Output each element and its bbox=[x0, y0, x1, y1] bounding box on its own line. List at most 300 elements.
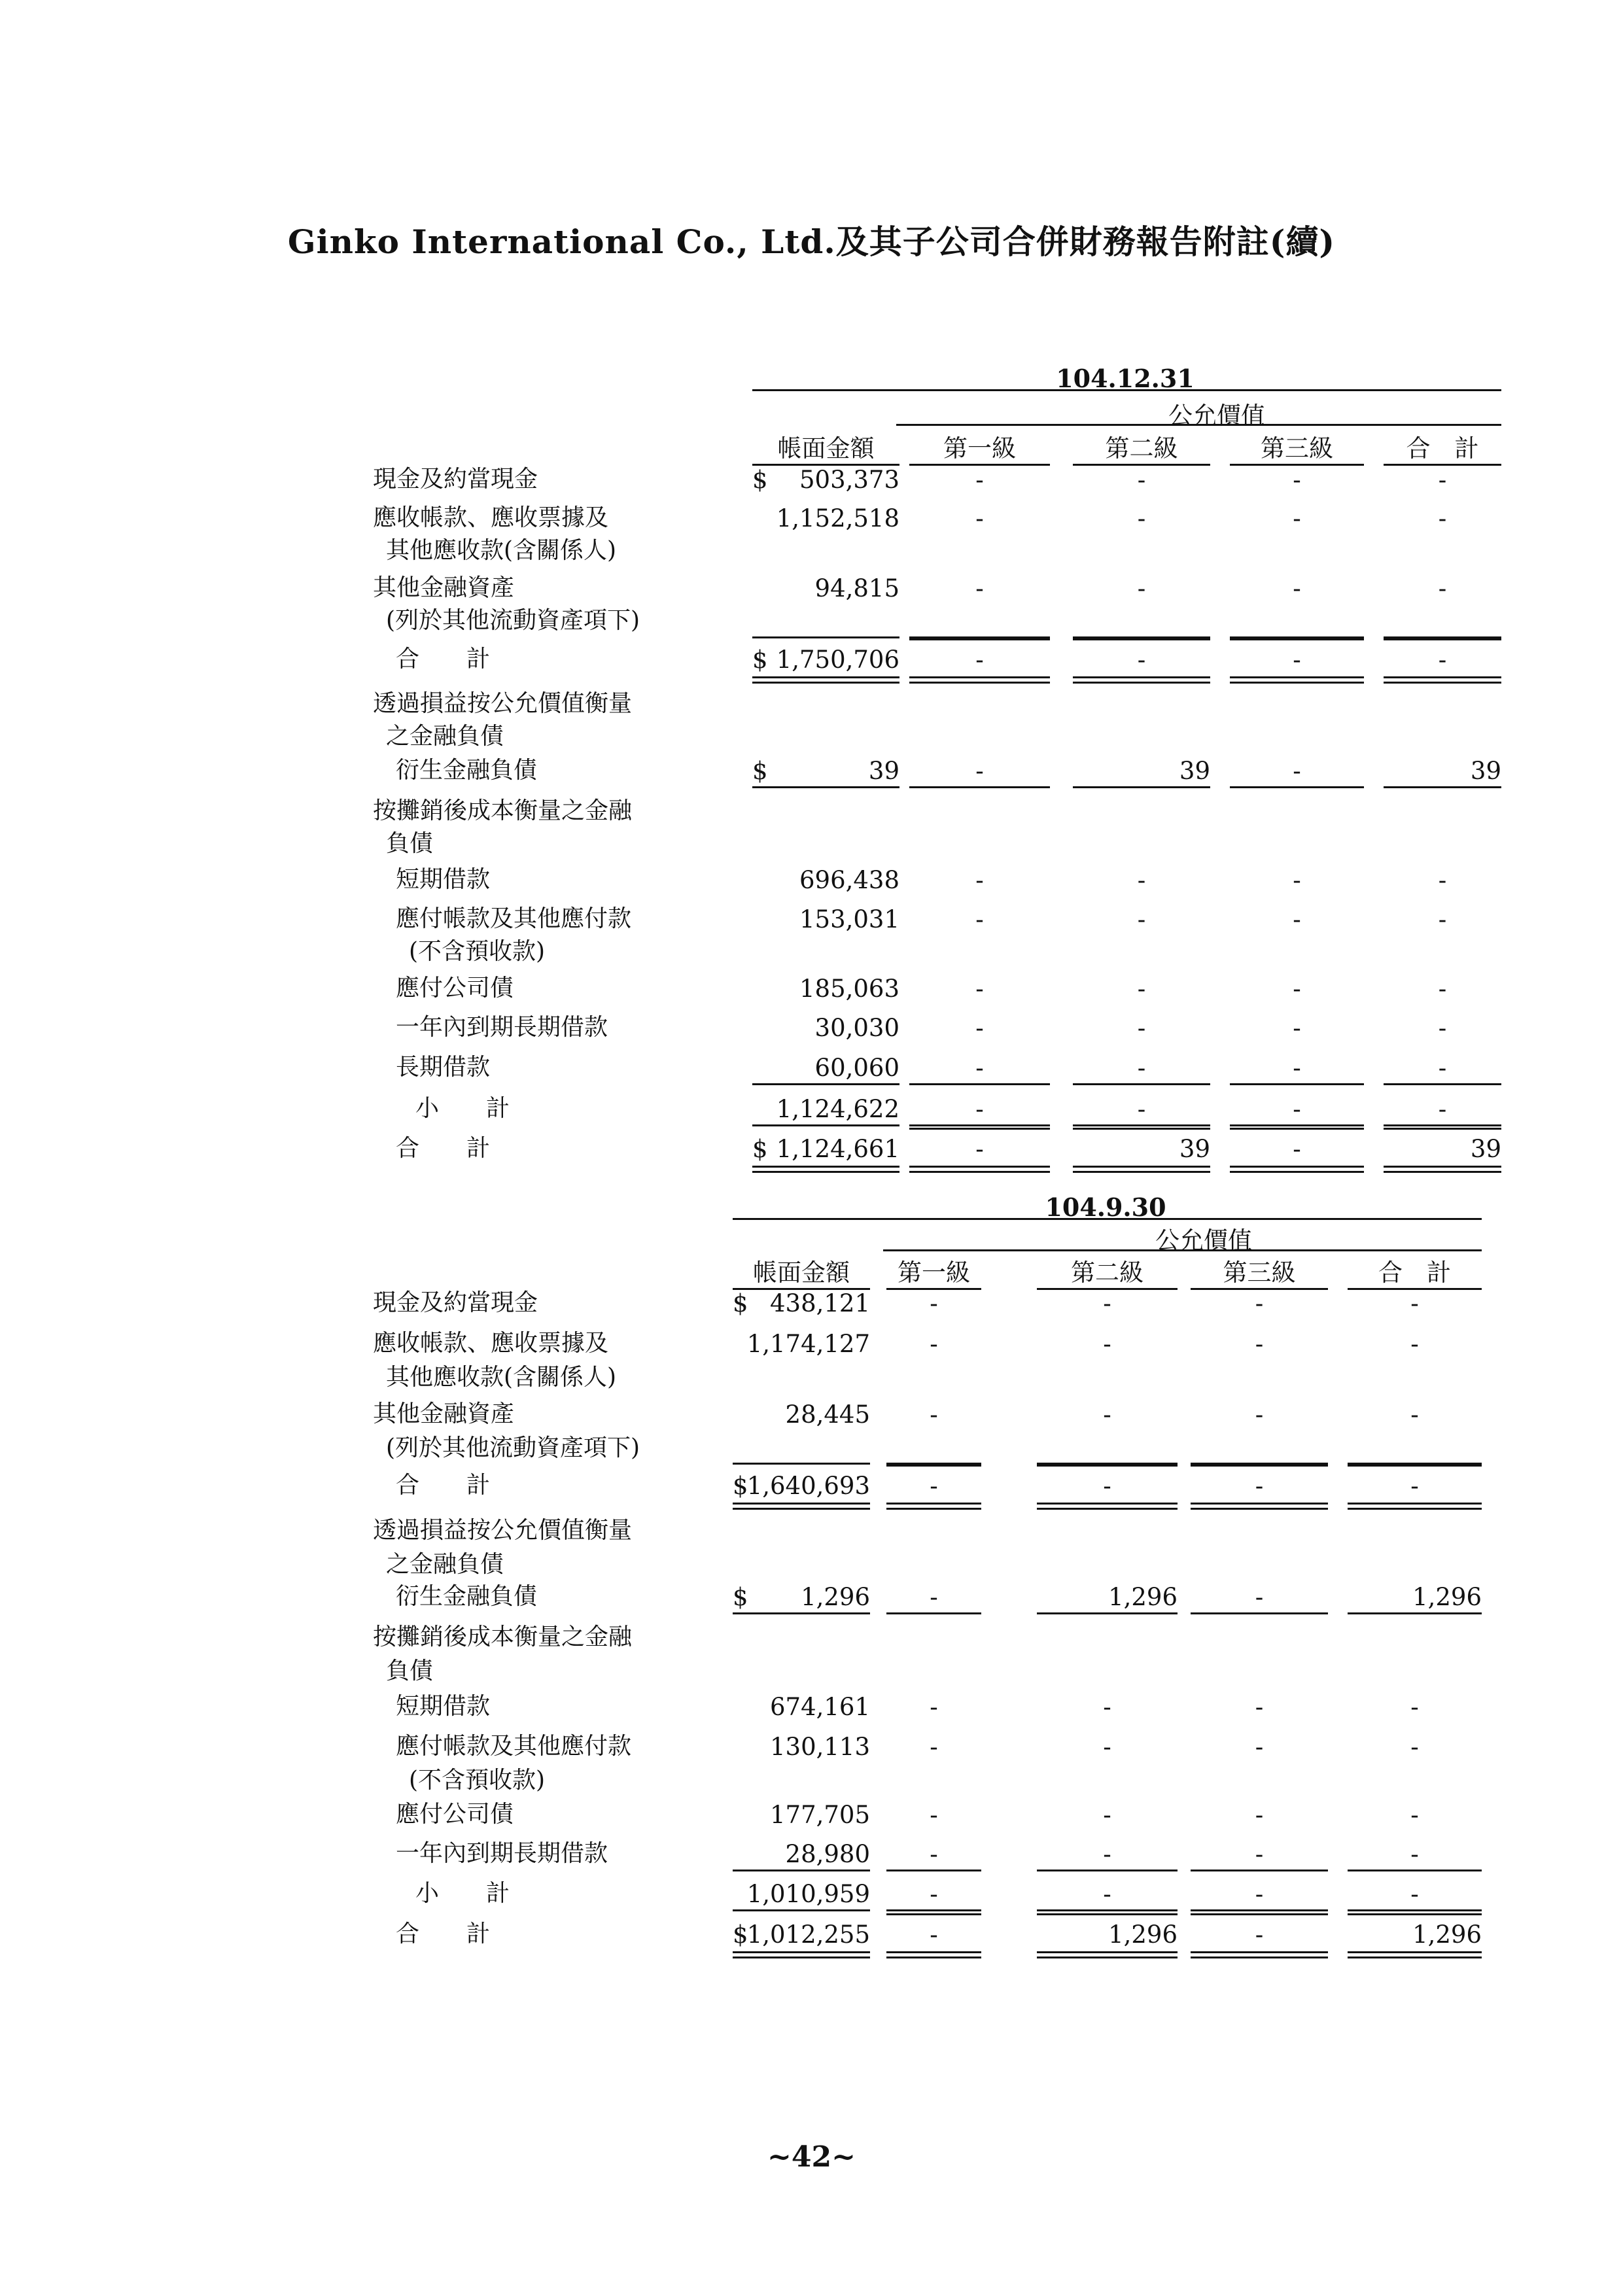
cell-value: - bbox=[930, 1921, 938, 1949]
row-label: 其他金融資產 bbox=[373, 574, 515, 601]
single-underline bbox=[1191, 1612, 1328, 1614]
fair-value-cell bbox=[909, 1016, 1050, 1055]
cell-value: - bbox=[1255, 1472, 1264, 1500]
cell-value: 1,296 bbox=[1412, 1921, 1482, 1949]
row-label: 短期借款 bbox=[396, 1693, 491, 1720]
row-label: 一年內到期長期借款 bbox=[396, 1014, 608, 1041]
fair-value-cell bbox=[1073, 576, 1210, 616]
cell-value: - bbox=[975, 574, 984, 602]
carrying-amount-cell bbox=[733, 1291, 870, 1331]
fair-value-cell bbox=[1348, 1882, 1482, 1921]
cell-value: - bbox=[1103, 1840, 1111, 1868]
double-underline-top bbox=[1037, 1503, 1178, 1505]
cell-value: - bbox=[1438, 975, 1447, 1003]
double-underline-top bbox=[733, 1951, 870, 1953]
fair-value-cell bbox=[886, 1922, 981, 1962]
cell-value: - bbox=[1293, 757, 1301, 785]
dollar-sign: $ bbox=[752, 646, 768, 674]
double-underline-bottom bbox=[1230, 682, 1364, 684]
cell-value: - bbox=[930, 1880, 938, 1908]
fair-value-cell bbox=[1037, 1474, 1178, 1513]
column-header: 第三級 bbox=[1223, 1259, 1296, 1287]
cell-value: - bbox=[1438, 646, 1447, 674]
cell-value: - bbox=[1255, 1801, 1264, 1829]
fair-value-cell bbox=[1037, 1882, 1178, 1921]
cell-value: - bbox=[1410, 1880, 1419, 1908]
single-underline bbox=[752, 786, 899, 788]
cell-value: 39 bbox=[1470, 757, 1501, 785]
single-underline bbox=[1384, 786, 1501, 788]
double-underline-top bbox=[1073, 1166, 1210, 1168]
single-underline bbox=[733, 1909, 870, 1911]
fair-value-cell bbox=[1384, 907, 1501, 947]
fair-value-cell bbox=[1230, 907, 1364, 947]
fair-value-cell bbox=[1037, 1585, 1178, 1624]
carrying-amount-cell bbox=[733, 1922, 870, 1962]
cell-value: - bbox=[1293, 504, 1301, 532]
cell-value: - bbox=[1103, 1880, 1111, 1908]
single-underline bbox=[1191, 1913, 1328, 1915]
row-label: 合 計 bbox=[396, 646, 491, 672]
single-underline bbox=[909, 1083, 1050, 1085]
fair-value-cell bbox=[1191, 1402, 1328, 1442]
fair-value-cell bbox=[1073, 468, 1210, 507]
cell-value: - bbox=[1438, 866, 1447, 894]
cell-value: - bbox=[1255, 1733, 1264, 1761]
cell-value: - bbox=[975, 757, 984, 785]
fair-value-cell bbox=[1037, 1291, 1178, 1331]
fair-value-cell bbox=[1384, 759, 1501, 798]
row-label: 合 計 bbox=[396, 1472, 491, 1499]
fair-value-cell bbox=[1037, 1735, 1178, 1774]
single-underline bbox=[1037, 1465, 1178, 1467]
row-label: (不含預收款) bbox=[409, 938, 546, 965]
carrying-amount-cell bbox=[733, 1803, 870, 1842]
single-underline bbox=[752, 636, 899, 638]
fair-value-cell bbox=[1230, 1097, 1364, 1136]
cell-value: 1,640,693 bbox=[746, 1472, 870, 1500]
cell-value: - bbox=[1137, 574, 1146, 602]
cell-value: - bbox=[1438, 504, 1447, 532]
fair-value-cell bbox=[909, 759, 1050, 798]
cell-value: - bbox=[1410, 1330, 1419, 1358]
cell-value: - bbox=[1410, 1400, 1419, 1429]
row-label: 應收帳款、應收票據及 bbox=[373, 504, 609, 531]
double-underline-top bbox=[752, 676, 899, 678]
cell-value: - bbox=[1410, 1840, 1419, 1868]
single-underline bbox=[909, 786, 1050, 788]
cell-value: - bbox=[1438, 466, 1447, 494]
fair-value-cell bbox=[909, 468, 1050, 507]
carrying-amount-cell bbox=[752, 759, 899, 798]
row-label: 應付公司債 bbox=[396, 1801, 514, 1828]
row-label: 一年內到期長期借款 bbox=[396, 1840, 608, 1867]
column-header: 帳面金額 bbox=[777, 434, 875, 462]
cell-value: 39 bbox=[1470, 1135, 1501, 1163]
cell-value: - bbox=[1255, 1693, 1264, 1721]
cell-value: 30,030 bbox=[814, 1014, 899, 1042]
fair-value-cell bbox=[1348, 1402, 1482, 1442]
fair-value-cell bbox=[1073, 868, 1210, 907]
carrying-amount-cell bbox=[733, 1332, 870, 1371]
cell-value: - bbox=[1103, 1400, 1111, 1429]
fair-value-cell bbox=[1230, 868, 1364, 907]
double-underline-bottom bbox=[1384, 682, 1501, 684]
column-header: 第三級 bbox=[1261, 434, 1333, 462]
carrying-amount-cell bbox=[733, 1585, 870, 1624]
fair-value-cell bbox=[1348, 1922, 1482, 1962]
row-label: 負債 bbox=[386, 1658, 434, 1684]
date-rule bbox=[733, 1218, 1482, 1220]
carrying-amount-cell bbox=[752, 907, 899, 947]
fair-value-cell bbox=[909, 977, 1050, 1016]
double-underline-bottom bbox=[733, 1957, 870, 1958]
cell-value: - bbox=[1255, 1880, 1264, 1908]
cell-value: 185,063 bbox=[799, 975, 899, 1003]
cell-value: 1,296 bbox=[1108, 1921, 1178, 1949]
single-underline bbox=[886, 1909, 981, 1911]
fair-value-cell bbox=[1230, 468, 1364, 507]
fair-value-cell bbox=[1384, 506, 1501, 546]
column-header: 第二級 bbox=[1071, 1259, 1143, 1287]
double-underline-top bbox=[1037, 1951, 1178, 1953]
single-underline bbox=[909, 638, 1050, 640]
cell-value: - bbox=[1293, 574, 1301, 602]
cell-value: - bbox=[1255, 1583, 1264, 1611]
cell-value: - bbox=[975, 466, 984, 494]
double-underline-top bbox=[886, 1503, 981, 1505]
double-underline-bottom bbox=[1191, 1508, 1328, 1510]
carrying-amount-cell bbox=[752, 468, 899, 507]
table-date: 104.9.30 bbox=[1045, 1192, 1166, 1222]
cell-value: - bbox=[1293, 466, 1301, 494]
single-underline bbox=[1073, 786, 1210, 788]
fair-value-cell bbox=[1348, 1695, 1482, 1734]
fair-value-cell bbox=[886, 1695, 981, 1734]
row-label: 小 計 bbox=[415, 1095, 510, 1122]
column-header: 合 計 bbox=[1406, 434, 1479, 462]
fair-value-cell bbox=[909, 576, 1050, 616]
cell-value: - bbox=[1410, 1801, 1419, 1829]
cell-value: - bbox=[975, 504, 984, 532]
cell-value: - bbox=[975, 866, 984, 894]
fair-value-cell bbox=[1230, 1016, 1364, 1055]
fair-value-cell bbox=[1073, 907, 1210, 947]
fair-value-heading: 公允價值 bbox=[1155, 1226, 1252, 1255]
cell-value: - bbox=[975, 646, 984, 674]
cell-value: 94,815 bbox=[814, 574, 899, 602]
fair-value-cell bbox=[1191, 1291, 1328, 1331]
cell-value: - bbox=[1103, 1733, 1111, 1761]
fair-value-cell bbox=[1073, 1137, 1210, 1176]
cell-value: - bbox=[1410, 1693, 1419, 1721]
fair-value-cell bbox=[1191, 1332, 1328, 1371]
cell-value: 1,296 bbox=[1108, 1583, 1178, 1611]
page-title: Ginko International Co., Ltd.及其子公司合併財務報告附註(續) bbox=[287, 222, 1336, 261]
cell-value: - bbox=[975, 1135, 984, 1163]
fair-value-cell bbox=[1037, 1402, 1178, 1442]
single-underline bbox=[1348, 1909, 1482, 1911]
fair-value-cell bbox=[1384, 468, 1501, 507]
cell-value: - bbox=[1137, 1054, 1146, 1082]
cell-value: - bbox=[1103, 1330, 1111, 1358]
carrying-amount-cell bbox=[733, 1735, 870, 1774]
cell-value: - bbox=[1438, 1054, 1447, 1082]
single-underline bbox=[733, 1612, 870, 1614]
fair-value-cell bbox=[1384, 977, 1501, 1016]
carrying-amount-cell bbox=[752, 1137, 899, 1176]
cell-value: - bbox=[1255, 1921, 1264, 1949]
fair-value-rule bbox=[896, 424, 1501, 426]
cell-value: 39 bbox=[868, 757, 899, 785]
carrying-amount-cell bbox=[733, 1882, 870, 1921]
double-underline-top bbox=[1348, 1951, 1482, 1953]
double-underline-bottom bbox=[752, 1171, 899, 1173]
row-label: 其他金融資產 bbox=[373, 1400, 515, 1427]
single-underline bbox=[1384, 638, 1501, 640]
single-underline bbox=[1348, 1465, 1482, 1467]
single-underline bbox=[909, 1124, 1050, 1126]
fair-value-cell bbox=[1230, 506, 1364, 546]
double-underline-top bbox=[1191, 1951, 1328, 1953]
fair-value-cell bbox=[1191, 1842, 1328, 1881]
cell-value: 696,438 bbox=[799, 866, 899, 894]
fair-value-cell bbox=[1073, 648, 1210, 687]
single-underline bbox=[886, 1465, 981, 1467]
fair-value-cell bbox=[1073, 759, 1210, 798]
single-underline bbox=[733, 1463, 870, 1465]
cell-value: - bbox=[975, 1054, 984, 1082]
row-label: 其他應收款(含關係人) bbox=[386, 537, 617, 564]
fair-value-cell bbox=[1037, 1842, 1178, 1881]
row-label: 之金融負債 bbox=[386, 723, 504, 750]
single-underline bbox=[1348, 1870, 1482, 1871]
single-underline bbox=[733, 1870, 870, 1871]
carrying-amount-cell bbox=[752, 868, 899, 907]
row-label: 長期借款 bbox=[396, 1054, 491, 1081]
double-underline-bottom bbox=[733, 1508, 870, 1510]
cell-value: 1,296 bbox=[1412, 1583, 1482, 1611]
cell-value: - bbox=[1293, 646, 1301, 674]
double-underline-top bbox=[1384, 1166, 1501, 1168]
cell-value: - bbox=[975, 975, 984, 1003]
fair-value-cell bbox=[1037, 1332, 1178, 1371]
row-label: (列於其他流動資產項下) bbox=[386, 1435, 640, 1461]
single-underline bbox=[1191, 1909, 1328, 1911]
row-label: 衍生金融負債 bbox=[396, 1583, 538, 1610]
cell-value: - bbox=[1137, 1095, 1146, 1123]
cell-value: 1,010,959 bbox=[746, 1880, 870, 1908]
fair-value-heading: 公允價值 bbox=[1168, 402, 1265, 430]
cell-value: - bbox=[1103, 1693, 1111, 1721]
cell-value: 1,152,518 bbox=[776, 504, 899, 532]
cell-value: - bbox=[930, 1289, 938, 1317]
fair-value-cell bbox=[1037, 1695, 1178, 1734]
fair-value-cell bbox=[886, 1735, 981, 1774]
carrying-amount-cell bbox=[733, 1695, 870, 1734]
row-label: 負債 bbox=[386, 830, 434, 857]
cell-value: - bbox=[1255, 1330, 1264, 1358]
cell-value: - bbox=[1438, 1095, 1447, 1123]
cell-value: 1,012,255 bbox=[746, 1921, 870, 1949]
fair-value-cell bbox=[886, 1882, 981, 1921]
fair-value-cell bbox=[1384, 648, 1501, 687]
fair-value-cell bbox=[1191, 1882, 1328, 1921]
cell-value: 177,705 bbox=[769, 1801, 870, 1829]
fair-value-cell bbox=[909, 1137, 1050, 1176]
cell-value: - bbox=[930, 1801, 938, 1829]
cell-value: - bbox=[1410, 1733, 1419, 1761]
row-label: 應付公司債 bbox=[396, 975, 514, 1001]
cell-value: - bbox=[1255, 1400, 1264, 1429]
row-label: (不含預收款) bbox=[409, 1767, 546, 1794]
carrying-amount-cell bbox=[733, 1842, 870, 1881]
double-underline-top bbox=[1384, 676, 1501, 678]
fair-value-cell bbox=[1191, 1735, 1328, 1774]
single-underline bbox=[1037, 1913, 1178, 1915]
cell-value: - bbox=[1255, 1840, 1264, 1868]
fair-value-cell bbox=[1348, 1332, 1482, 1371]
fair-value-cell bbox=[1384, 1137, 1501, 1176]
fair-value-cell bbox=[886, 1402, 981, 1442]
single-underline bbox=[1191, 1465, 1328, 1467]
carrying-amount-cell bbox=[733, 1474, 870, 1513]
fair-value-cell bbox=[909, 1097, 1050, 1136]
fair-value-cell bbox=[1384, 1016, 1501, 1055]
fair-value-cell bbox=[1348, 1842, 1482, 1881]
row-label: 按攤銷後成本衡量之金融 bbox=[373, 797, 633, 824]
column-header: 第二級 bbox=[1105, 434, 1178, 462]
single-underline bbox=[1037, 1909, 1178, 1911]
row-label: 透過損益按公允價值衡量 bbox=[373, 1517, 633, 1544]
cell-value: - bbox=[1137, 975, 1146, 1003]
cell-value: - bbox=[975, 1095, 984, 1123]
cell-value: - bbox=[1438, 905, 1447, 933]
row-label: 透過損益按公允價值衡量 bbox=[373, 690, 633, 717]
cell-value: - bbox=[1293, 1054, 1301, 1082]
cell-value: - bbox=[1293, 975, 1301, 1003]
single-underline bbox=[1230, 786, 1364, 788]
cell-value: - bbox=[1293, 866, 1301, 894]
cell-value: 438,121 bbox=[769, 1289, 870, 1317]
cell-value: - bbox=[1137, 504, 1146, 532]
fair-value-cell bbox=[1073, 506, 1210, 546]
double-underline-bottom bbox=[1348, 1957, 1482, 1958]
dollar-sign: $ bbox=[733, 1583, 748, 1611]
single-underline bbox=[1384, 1124, 1501, 1126]
cell-value: 153,031 bbox=[799, 905, 899, 933]
fair-value-cell bbox=[909, 1056, 1050, 1095]
cell-value: - bbox=[1137, 646, 1146, 674]
cell-value: - bbox=[1293, 1095, 1301, 1123]
fair-value-cell bbox=[1191, 1803, 1328, 1842]
fair-value-cell bbox=[1348, 1803, 1482, 1842]
fair-value-cell bbox=[1037, 1922, 1178, 1962]
cell-value: 39 bbox=[1179, 757, 1210, 785]
fair-value-cell bbox=[886, 1474, 981, 1513]
carrying-amount-cell bbox=[752, 1097, 899, 1136]
single-underline bbox=[1191, 1870, 1328, 1871]
single-underline bbox=[909, 1128, 1050, 1130]
carrying-amount-cell bbox=[752, 1016, 899, 1055]
double-underline-bottom bbox=[1230, 1171, 1364, 1173]
double-underline-bottom bbox=[1037, 1957, 1178, 1958]
double-underline-top bbox=[1191, 1503, 1328, 1505]
double-underline-bottom bbox=[1191, 1957, 1328, 1958]
single-underline bbox=[1073, 1128, 1210, 1130]
fair-value-cell bbox=[1348, 1291, 1482, 1331]
cell-value: - bbox=[1103, 1801, 1111, 1829]
fair-value-cell bbox=[1384, 1097, 1501, 1136]
cell-value: - bbox=[975, 905, 984, 933]
fair-value-cell bbox=[886, 1842, 981, 1881]
carrying-amount-cell bbox=[752, 576, 899, 616]
page-number: ~42~ bbox=[767, 2140, 856, 2174]
fair-value-rule bbox=[883, 1249, 1482, 1251]
single-underline bbox=[752, 1124, 899, 1126]
cell-value: - bbox=[1438, 574, 1447, 602]
cell-value: - bbox=[1293, 1014, 1301, 1042]
single-underline bbox=[1037, 1870, 1178, 1871]
double-underline-top bbox=[1348, 1503, 1482, 1505]
fair-value-cell bbox=[1191, 1695, 1328, 1734]
single-underline bbox=[1384, 1128, 1501, 1130]
row-label: 現金及約當現金 bbox=[373, 466, 538, 493]
cell-value: - bbox=[1137, 466, 1146, 494]
cell-value: - bbox=[1293, 905, 1301, 933]
cell-value: 1,750,706 bbox=[776, 646, 899, 674]
row-label: 其他應收款(含關係人) bbox=[386, 1364, 617, 1391]
row-label: 小 計 bbox=[415, 1880, 510, 1907]
double-underline-bottom bbox=[1384, 1171, 1501, 1173]
date-rule bbox=[752, 389, 1501, 391]
single-underline bbox=[1348, 1612, 1482, 1614]
cell-value: - bbox=[1293, 1135, 1301, 1163]
fair-value-cell bbox=[1230, 977, 1364, 1016]
fair-value-cell bbox=[1230, 1056, 1364, 1095]
cell-value: - bbox=[1137, 1014, 1146, 1042]
single-underline bbox=[886, 1913, 981, 1915]
carrying-amount-cell bbox=[733, 1402, 870, 1442]
cell-value: 503,373 bbox=[799, 466, 899, 494]
fair-value-cell bbox=[1191, 1585, 1328, 1624]
fair-value-cell bbox=[909, 648, 1050, 687]
column-header: 帳面金額 bbox=[753, 1259, 850, 1287]
double-underline-top bbox=[886, 1951, 981, 1953]
cell-value: 28,980 bbox=[785, 1840, 870, 1868]
single-underline bbox=[1073, 1124, 1210, 1126]
row-label: 短期借款 bbox=[396, 866, 491, 893]
cell-value: - bbox=[930, 1733, 938, 1761]
fair-value-cell bbox=[1073, 1016, 1210, 1055]
single-underline bbox=[1073, 638, 1210, 640]
cell-value: - bbox=[1438, 1014, 1447, 1042]
double-underline-bottom bbox=[886, 1508, 981, 1510]
dollar-sign: $ bbox=[733, 1921, 748, 1949]
cell-value: - bbox=[930, 1840, 938, 1868]
cell-value: - bbox=[930, 1330, 938, 1358]
fair-value-cell bbox=[1191, 1922, 1328, 1962]
column-header: 合 計 bbox=[1378, 1259, 1451, 1287]
double-underline-top bbox=[1230, 676, 1364, 678]
double-underline-top bbox=[909, 676, 1050, 678]
row-label: 應付帳款及其他應付款 bbox=[396, 1733, 632, 1760]
fair-value-cell bbox=[886, 1332, 981, 1371]
single-underline bbox=[1230, 1128, 1364, 1130]
fair-value-cell bbox=[909, 506, 1050, 546]
cell-value: - bbox=[1137, 866, 1146, 894]
row-label: 應付帳款及其他應付款 bbox=[396, 905, 632, 932]
